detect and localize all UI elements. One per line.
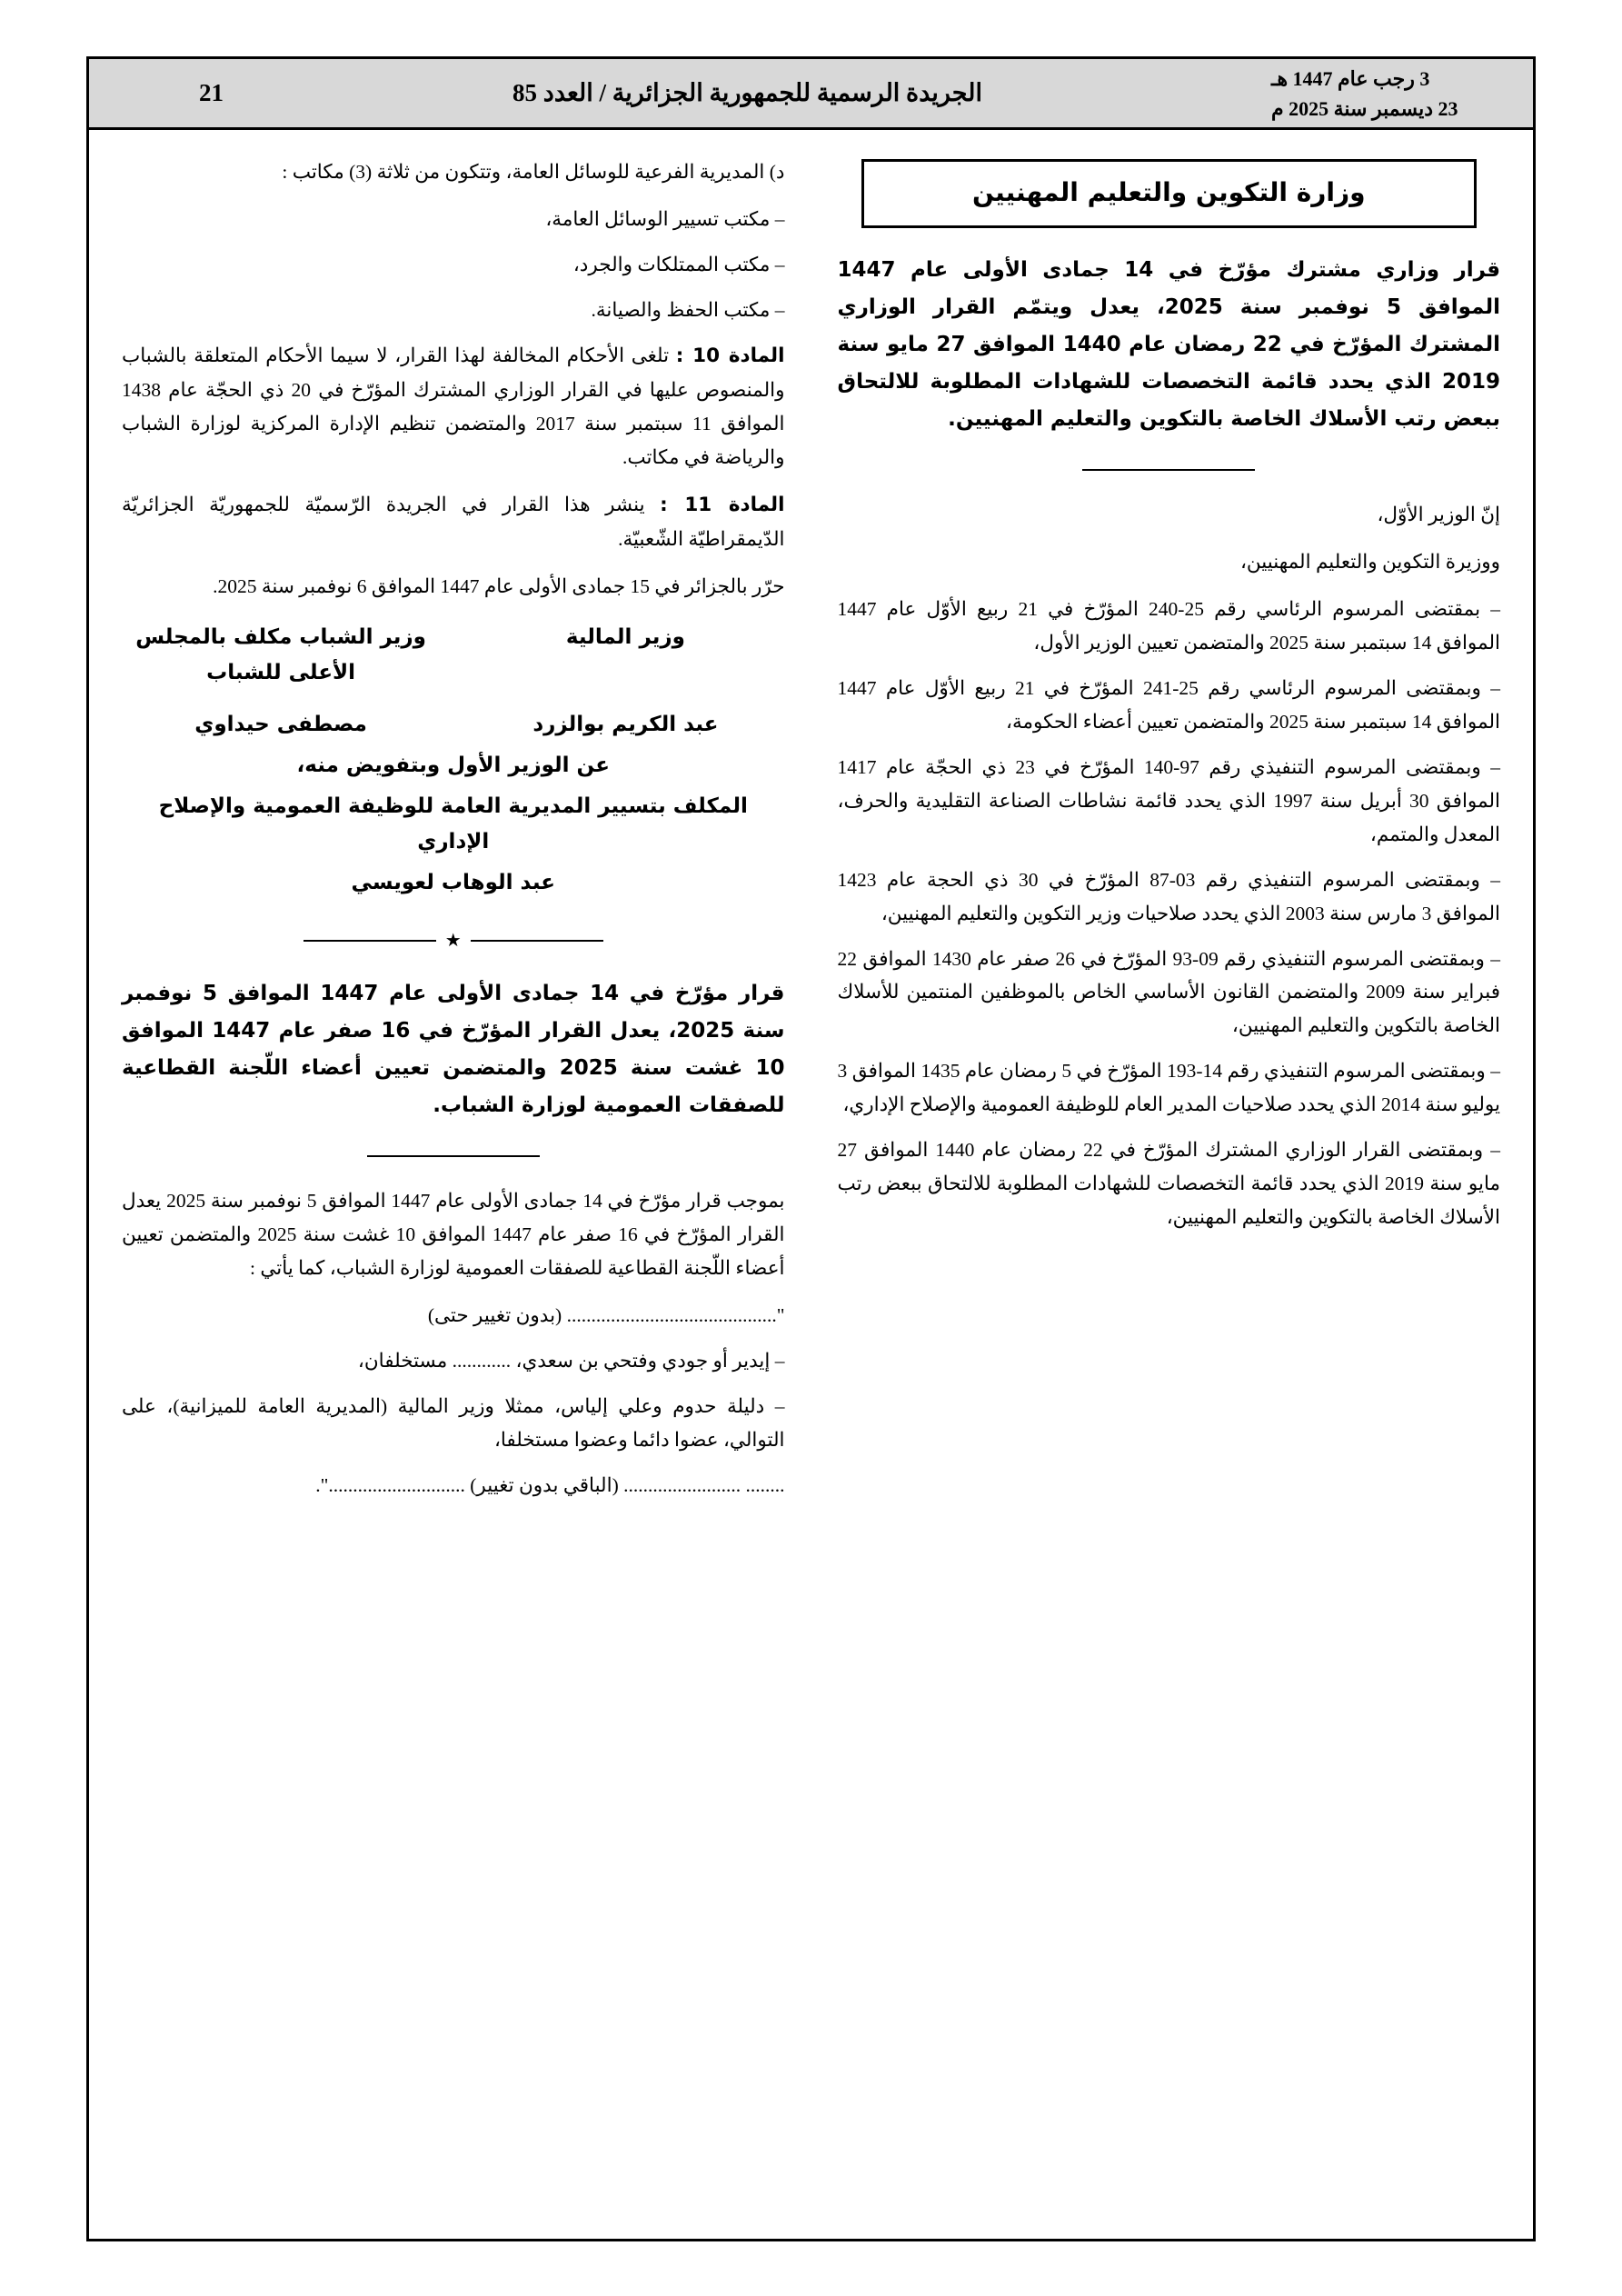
sub-directorate-paragraph: د) المديرية الفرعية للوسائل العامة، وتتكون من ثلاثة (3) مكاتب : [282, 161, 785, 183]
article-10-label: المادة 10 : [675, 344, 785, 367]
separator-right-line [304, 940, 436, 942]
article-11-text: ينشر هذا القرار في الجريدة الرّسميّة للجمهوريّة الجزائريّة الدّيمقراطيّة الشّعبيّة. [122, 493, 785, 550]
offices-list [122, 203, 785, 327]
signature-finance-title: وزير المالية [565, 624, 685, 649]
delegation-line-1: عن الوزير الأول وبتفويض منه، [296, 753, 610, 777]
delegation-line-2: المكلف بتسيير المديرية العامة للوظيفة العمومية والإصلاح الإداري [158, 794, 748, 854]
amendment-item: "........................................... (بدون تغيير حتى) [427, 1303, 785, 1326]
amendment-item: – إيدير أو جودي وفتحي بن سعدي، ............ مستخلفان، [357, 1349, 785, 1372]
whereas-item: – وبمقتضى المرسوم الرئاسي رقم 25-241 المؤرّخ في 21 ربيع الأوّل عام 1447 الموافق 14 سبتمبر سنة 2025 والمتضمن تعيين أعضاء الحكومة، [837, 676, 1500, 733]
separator-star [304, 932, 603, 950]
signature-titles-row [122, 620, 785, 691]
header-hijri-date: 3 رجب عام 1447 هـ [1271, 66, 1430, 90]
article-10 [122, 339, 785, 474]
delegation-name: عبد الوهاب لعويسي [351, 871, 555, 895]
article-11 [122, 488, 785, 556]
article-10-text: تلغى الأحكام المخالفة لهذا القرار، لا سيما الأحكام المتعلقة بالشباب والمنصوص عليها في القرار الوزاري المشترك المؤرّخ في 20 ذي الحجّة عام 1438 الموافق 11 سبتمبر سنة 2017 والمتضمن تنظيم الإدارة المركزية لوزارة الشباب والرياضة في مكاتب. [122, 344, 785, 468]
whereas-item: – وبمقتضى المرسوم التنفيذي رقم 09-93 المؤرّخ في 26 صفر عام 1430 الموافق 22 فبراير سنة 2009 والمتضمن القانون الأساسي الخاص بالموظفين المنتمين للأسلاك الخاصة بالتكوين والتعليم المهنيين، [837, 947, 1500, 1037]
whereas-item: – بمقتضى المرسوم الرئاسي رقم 25-240 المؤرّخ في 21 ربيع الأوّل عام 1447 الموافق 14 سبتمبر سنة 2025 والمتضمن تعيين الوزير الأول، [837, 597, 1500, 654]
whereas-item: – وبمقتضى المرسوم التنفيذي رقم 97-140 المؤرّخ في 23 ذي الحجّة عام 1417 الموافق 30 أبريل سنة 1997 الذي يحدد قائمة نشاطات الصناعة التقليدية والحرف، المعدل والمتمم، [837, 755, 1501, 845]
separator-line [1082, 469, 1255, 471]
separator-line-2 [367, 1155, 540, 1157]
office-item: – مكتب تسيير الوسائل العامة، [545, 207, 785, 230]
intro-prime-minister: إنّ الوزير الأوّل، [1377, 503, 1500, 525]
page-frame [86, 56, 1536, 2241]
ministry-title-box: وزارة التكوين والتعليم المهنيين [861, 159, 1478, 228]
decree-title: قرار وزاري مشترك مؤرّخ في 14 جمادى الأولى عام 1447 الموافق 5 نوفمبر سنة 2025، يعدل ويتمّم القرار الوزاري المشترك المؤرّخ في 22 رمضان عام 1440 الموافق 27 مايو سنة 2019 الذي يحدد قائمة التخصصات للشهادات المطلوبة للالتحاق ببعض رتب الأسلاك الخاصة بالتكوين والتعليم المهنيين. [837, 258, 1501, 431]
column-right [832, 155, 1501, 2222]
amendment-item: ........ ........................ (الباقي بدون تغيير) ............................". [315, 1473, 785, 1496]
article-11-label: المادة 11 : [660, 493, 785, 516]
header-page-number: 21 [199, 79, 224, 106]
signature-youth-name: مصطفى حيداوي [194, 712, 367, 736]
whereas-item: – وبمقتضى المرسوم التنفيذي رقم 14-193 المؤرّخ في 5 رمضان عام 1435 الموافق 3 يوليو سنة 2014 الذي يحدد صلاحيات المدير العام للوظيفة العمومية والإصلاح الإداري، [837, 1060, 1501, 1116]
amendment-item: – دليلة حدوم وعلي إلياس، ممثلا وزير المالية (المديرية العامة للميزانية)، على التوالي، عضوا دائما وعضوا مستخلفا، [122, 1394, 785, 1451]
page-columns [89, 130, 1533, 2239]
header-gregorian-date: 23 ديسمبر سنة 2025 م [1271, 96, 1458, 120]
page-header [89, 59, 1533, 130]
column-left [122, 155, 791, 2222]
star-icon: ★ [444, 931, 462, 952]
signed-place-date: حرّر بالجزائر في 15 جمادى الأولى عام 1447 الموافق 6 نوفمبر سنة 2025. [213, 574, 785, 597]
separator-left-line [471, 940, 603, 942]
signature-finance-name: عبد الكريم بوالزرد [532, 712, 719, 736]
signature-names-row [122, 707, 785, 743]
second-decree-title: قرار مؤرّخ في 14 جمادى الأولى عام 1447 الموافق 5 نوفمبر سنة 2025، يعدل القرار المؤرّخ في 16 صفر عام 1447 الموافق 10 غشت سنة 2025 والمتضمن تعيين أعضاء اللّجنة القطاعية للصفقات العمومية لوزارة الشباب. [122, 982, 785, 1118]
office-item: – مكتب الممتلكات والجرد، [572, 253, 785, 275]
second-decree-body: بموجب قرار مؤرّخ في 14 جمادى الأولى عام 1447 الموافق 5 نوفمبر سنة 2025 يعدل القرار المؤرّخ في 16 صفر عام 1447 الموافق 10 غشت سنة 2025 والمتضمن تعيين أعضاء اللّجنة القطاعية للصفقات العمومية لوزارة الشباب، كما يأتي : [122, 1190, 785, 1279]
intro-minister: ووزيرة التكوين والتعليم المهنيين، [1239, 550, 1500, 573]
whereas-item: – وبمقتضى المرسوم التنفيذي رقم 03-87 المؤرّخ في 30 ذي الحجة عام 1423 الموافق 3 مارس سنة 2003 الذي يحدد صلاحيات وزير التكوين والتعليم المهنيين، [837, 868, 1500, 924]
whereas-list [838, 593, 1501, 1234]
header-journal-title: الجريدة الرسمية للجمهورية الجزائرية / العدد 85 [512, 79, 982, 106]
amendment-list [122, 1299, 785, 1502]
office-item: – مكتب الحفظ والصيانة. [591, 298, 785, 321]
signature-youth-title: وزير الشباب مكلف بالمجلس الأعلى للشباب [135, 624, 426, 684]
whereas-item: – وبمقتضى القرار الوزاري المشترك المؤرّخ في 22 رمضان عام 1440 الموافق 27 مايو سنة 2019 الذي يحدد قائمة التخصصات للشهادات المطلوبة للالتحاق ببعض رتب الأسلاك الخاصة بالتكوين والتعليم المهنيين، [837, 1139, 1501, 1229]
header-dates [1271, 64, 1508, 124]
